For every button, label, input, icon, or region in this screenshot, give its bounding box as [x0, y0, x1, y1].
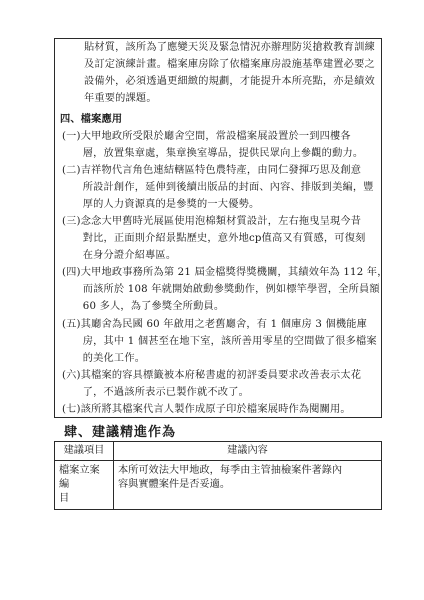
list-item: 而該所於 108 年就開始啟動參獎動作，例如標竿學習，全所員額 — [62, 284, 380, 295]
list-item: (四)大甲地政事務所為第 21 屆金檔獎得獎機關，其績效年為 112 年， — [62, 267, 388, 278]
cell-line: 本所可效法大甲地政，每季由主管抽檢案件著錄內 — [118, 465, 343, 476]
cell-line: 檔案立案編 — [59, 465, 100, 490]
list-item: 所設計創作，延伸到後續出版品的封面、內容、排版到美編，豐 — [62, 182, 374, 193]
list-item: 厚的人力資源真的是參獎的一大優勢。 — [62, 199, 260, 210]
table-cell-item — [55, 461, 114, 510]
list-item: (二)吉祥物代言角色連結轄區特色農特產，由同仁發揮巧思及創意 — [62, 165, 362, 176]
text-line: 年重要的課題。 — [84, 93, 157, 104]
column-header: 建議項目 — [55, 442, 114, 461]
list-item: (一)大甲地政所受限於廳舍空間，常設檔案展設置於一到四樓各 — [62, 131, 351, 142]
text-line: 貼材質，該所為了應變天災及緊急情況亦辦理防災搶救教育訓練 — [84, 42, 375, 53]
list-item: (六)其檔案的容具標籤被本府秘書處的初評委員要求改善表示太花 — [62, 370, 362, 381]
suggestion-table — [54, 441, 382, 510]
table-cell-content — [114, 461, 382, 510]
list-item: 房，其中 1 個甚至在地下室，該所善用零星的空間做了很多檔案 — [62, 336, 377, 347]
section-title: 肆、建議精進作為 — [64, 425, 177, 440]
text-line: 設備外，必須透過更細緻的規劃，才能提升本所亮點，亦是績效 — [84, 76, 375, 87]
list-item: 的美化工作。 — [62, 353, 146, 364]
list-item: (五)其廳舍為民國 60 年啟用之老舊廳舍，有 1 個庫房 3 個機能庫 — [62, 319, 368, 330]
list-item: 對比，正面則介紹景點歷史，意外地cp值高又有質感，可復刻 — [62, 233, 366, 244]
list-item: (三)念念大甲舊時光展區使用泡棉類材質設計，左右拖曳呈現今昔 — [62, 216, 362, 227]
table-row — [55, 461, 382, 510]
list-item: 在身分證介紹專區。 — [62, 250, 177, 261]
list-item: 了，不過該所表示已製作就不改了。 — [62, 387, 249, 398]
list-item: (七)該所將其檔案代言人製作成原子印於檔案展時作為閱關用。 — [62, 404, 351, 415]
text-line: 及訂定演練計畫。檔案庫房除了依檔案庫房設施基準建置必要之 — [84, 59, 375, 70]
column-header: 建議內容 — [114, 442, 382, 461]
list-item: 層，放置集章處，集章換室導品，提供民眾向上參觀的動力。 — [62, 148, 364, 159]
cell-line: 目 — [59, 493, 70, 504]
cell-line: 容與實體案件是否妥適。 — [118, 479, 231, 490]
section-heading: 四、檔案應用 — [60, 113, 123, 125]
list-item: 60 多人，為了參獎全所動員。 — [62, 301, 225, 312]
table-header-row — [55, 442, 382, 461]
